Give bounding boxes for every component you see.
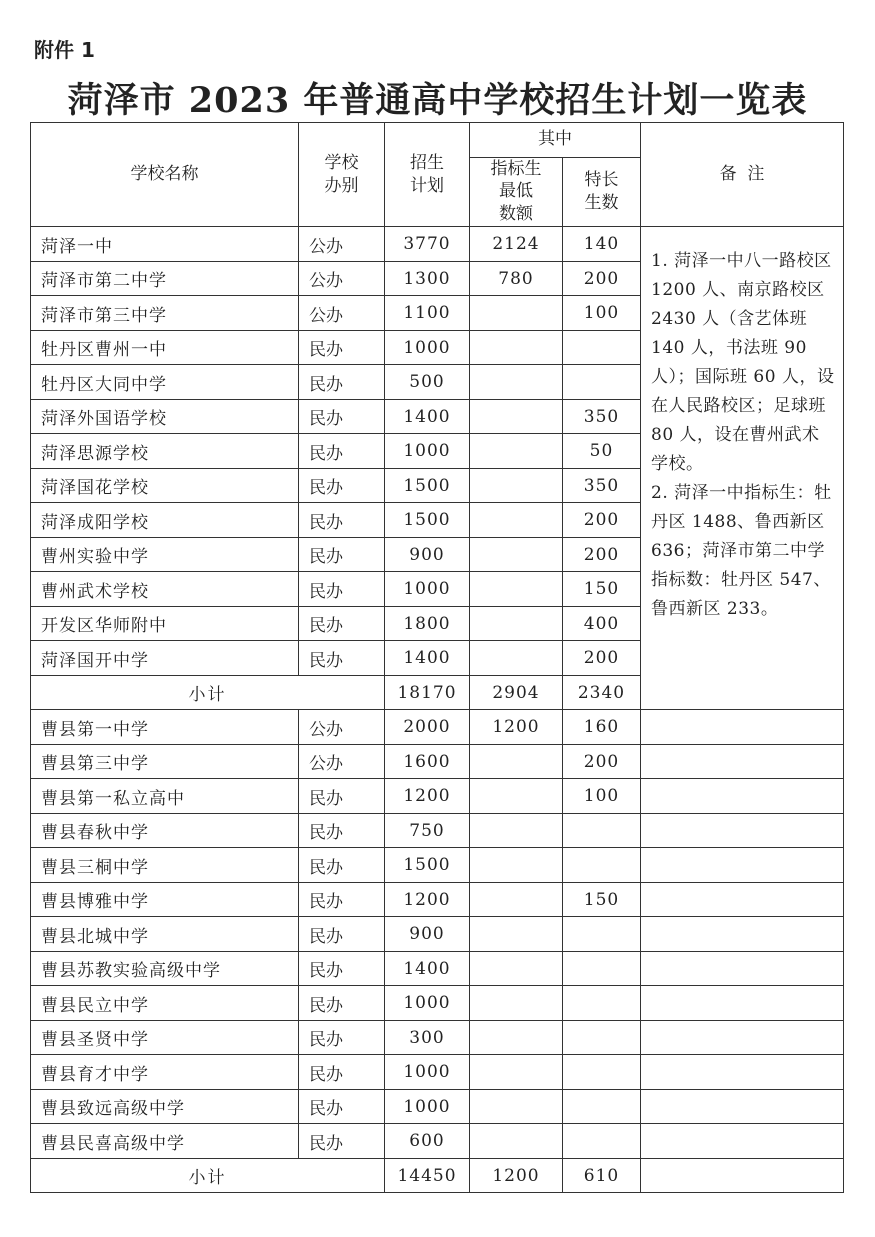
table-row xyxy=(31,813,844,848)
plan-cell: 750 xyxy=(385,813,470,848)
remarks-empty-cell xyxy=(641,917,844,952)
specialty-cell xyxy=(563,848,641,883)
plan-cell: 1100 xyxy=(385,296,470,331)
plan-cell: 300 xyxy=(385,1020,470,1055)
table-row xyxy=(31,1124,844,1159)
table-row xyxy=(31,710,844,745)
school-type-cell: 民办 xyxy=(299,1089,385,1124)
remarks-empty-cell xyxy=(641,882,844,917)
specialty-cell xyxy=(563,330,641,365)
school-type-cell: 民办 xyxy=(299,468,385,503)
remarks-empty-cell xyxy=(641,951,844,986)
quota-cell xyxy=(470,330,563,365)
enrollment-table xyxy=(30,122,844,1193)
quota-cell: 1200 xyxy=(470,710,563,745)
quota-cell xyxy=(470,641,563,676)
specialty-cell: 350 xyxy=(563,399,641,434)
plan-cell: 1400 xyxy=(385,399,470,434)
school-type-cell: 民办 xyxy=(299,1020,385,1055)
quota-cell xyxy=(470,537,563,572)
remarks-empty-cell xyxy=(641,813,844,848)
plan-cell: 1000 xyxy=(385,434,470,469)
school-name-cell: 曹州实验中学 xyxy=(31,537,299,572)
school-type-cell: 民办 xyxy=(299,917,385,952)
school-type-cell: 民办 xyxy=(299,537,385,572)
specialty-cell xyxy=(563,917,641,952)
subtotal-plan: 18170 xyxy=(385,675,470,710)
school-name-cell: 曹县第一中学 xyxy=(31,710,299,745)
school-type-cell: 民办 xyxy=(299,951,385,986)
remarks-empty-cell xyxy=(641,1158,844,1193)
school-type-cell: 民办 xyxy=(299,606,385,641)
specialty-cell: 200 xyxy=(563,641,641,676)
specialty-cell: 200 xyxy=(563,537,641,572)
school-name-cell: 曹县致远高级中学 xyxy=(31,1089,299,1124)
table-body xyxy=(31,227,844,1193)
specialty-cell: 150 xyxy=(563,882,641,917)
plan-cell: 2000 xyxy=(385,710,470,745)
plan-cell: 1200 xyxy=(385,779,470,814)
specialty-cell: 200 xyxy=(563,744,641,779)
specialty-cell: 150 xyxy=(563,572,641,607)
quota-cell xyxy=(470,744,563,779)
specialty-cell: 350 xyxy=(563,468,641,503)
plan-cell: 1000 xyxy=(385,1055,470,1090)
remarks-text: 1. 菏泽一中八一路校区 1200 人、南京路校区 2430 人（含艺体班 140 人，书法班 90 人）；国际班 60 人，设在人民路校区；足球班 80 人，设在曹州武术学校。 2. 菏泽一中指标生：牡丹区 1488、鲁西新区 636；菏泽市第二中学指标数：牡丹区 547、鲁西新区 233。 xyxy=(651,251,835,620)
table-row xyxy=(31,1089,844,1124)
school-name-cell: 菏泽成阳学校 xyxy=(31,503,299,538)
quota-cell xyxy=(470,848,563,883)
header-remarks: 备 注 xyxy=(641,123,844,227)
school-name-cell: 曹州武术学校 xyxy=(31,572,299,607)
table-row xyxy=(31,986,844,1021)
remarks-empty-cell xyxy=(641,710,844,745)
quota-cell xyxy=(470,572,563,607)
quota-cell xyxy=(470,882,563,917)
school-name-cell: 菏泽外国语学校 xyxy=(31,399,299,434)
school-name-cell: 菏泽思源学校 xyxy=(31,434,299,469)
table-row xyxy=(31,227,844,262)
specialty-cell xyxy=(563,951,641,986)
school-type-cell: 民办 xyxy=(299,434,385,469)
quota-cell xyxy=(470,606,563,641)
school-type-cell: 民办 xyxy=(299,330,385,365)
school-type-cell: 民办 xyxy=(299,1055,385,1090)
quota-cell xyxy=(470,951,563,986)
remarks-empty-cell xyxy=(641,848,844,883)
quota-cell xyxy=(470,986,563,1021)
quota-cell xyxy=(470,296,563,331)
header-school-type: 学校 办别 xyxy=(299,123,385,227)
specialty-cell xyxy=(563,1124,641,1159)
specialty-cell xyxy=(563,1020,641,1055)
header-quota-min: 指标生 最低 数额 xyxy=(470,157,563,227)
subtotal-label: 小计 xyxy=(31,1158,385,1193)
specialty-cell: 160 xyxy=(563,710,641,745)
quota-cell xyxy=(470,1020,563,1055)
quota-cell xyxy=(470,434,563,469)
school-name-cell: 曹县春秋中学 xyxy=(31,813,299,848)
school-name-cell: 曹县民喜高级中学 xyxy=(31,1124,299,1159)
quota-cell xyxy=(470,1055,563,1090)
school-name-cell: 菏泽国开中学 xyxy=(31,641,299,676)
specialty-cell: 100 xyxy=(563,296,641,331)
school-type-cell: 民办 xyxy=(299,365,385,400)
plan-cell: 3770 xyxy=(385,227,470,262)
specialty-cell xyxy=(563,986,641,1021)
school-name-cell: 曹县民立中学 xyxy=(31,986,299,1021)
plan-cell: 1500 xyxy=(385,468,470,503)
plan-cell: 500 xyxy=(385,365,470,400)
school-type-cell: 民办 xyxy=(299,1124,385,1159)
quota-cell xyxy=(470,1124,563,1159)
header-plan: 招生 计划 xyxy=(385,123,470,227)
school-name-cell: 牡丹区曹州一中 xyxy=(31,330,299,365)
plan-cell: 1400 xyxy=(385,951,470,986)
quota-cell xyxy=(470,365,563,400)
header-specialty: 特长 生数 xyxy=(563,157,641,227)
school-name-cell: 菏泽市第三中学 xyxy=(31,296,299,331)
school-type-cell: 公办 xyxy=(299,744,385,779)
remarks-empty-cell xyxy=(641,744,844,779)
school-type-cell: 民办 xyxy=(299,848,385,883)
remarks-empty-cell xyxy=(641,1055,844,1090)
header-school-name: 学校名称 xyxy=(31,123,299,227)
school-type-cell: 民办 xyxy=(299,503,385,538)
table-row xyxy=(31,779,844,814)
specialty-cell: 400 xyxy=(563,606,641,641)
specialty-cell: 100 xyxy=(563,779,641,814)
plan-cell: 1000 xyxy=(385,986,470,1021)
school-type-cell: 民办 xyxy=(299,986,385,1021)
specialty-cell: 200 xyxy=(563,261,641,296)
remarks-empty-cell xyxy=(641,1089,844,1124)
school-name-cell: 曹县苏教实验高级中学 xyxy=(31,951,299,986)
subtotal-quota: 1200 xyxy=(470,1158,563,1193)
subtotal-plan: 14450 xyxy=(385,1158,470,1193)
remarks-empty-cell xyxy=(641,1124,844,1159)
specialty-cell: 200 xyxy=(563,503,641,538)
school-type-cell: 民办 xyxy=(299,572,385,607)
specialty-cell: 140 xyxy=(563,227,641,262)
school-name-cell: 曹县圣贤中学 xyxy=(31,1020,299,1055)
remarks-cell xyxy=(641,227,844,710)
quota-cell xyxy=(470,468,563,503)
plan-cell: 1200 xyxy=(385,882,470,917)
table-header xyxy=(31,123,844,227)
specialty-cell xyxy=(563,813,641,848)
school-type-cell: 公办 xyxy=(299,296,385,331)
plan-cell: 1500 xyxy=(385,848,470,883)
header-group: 其中 xyxy=(470,123,641,158)
specialty-cell: 50 xyxy=(563,434,641,469)
school-type-cell: 公办 xyxy=(299,261,385,296)
quota-cell xyxy=(470,779,563,814)
school-name-cell: 曹县北城中学 xyxy=(31,917,299,952)
subtotal-label: 小计 xyxy=(31,675,385,710)
plan-cell: 900 xyxy=(385,537,470,572)
table-row xyxy=(31,1055,844,1090)
specialty-cell xyxy=(563,1089,641,1124)
school-name-cell: 曹县博雅中学 xyxy=(31,882,299,917)
school-name-cell: 曹县三桐中学 xyxy=(31,848,299,883)
plan-cell: 1300 xyxy=(385,261,470,296)
plan-cell: 900 xyxy=(385,917,470,952)
specialty-cell xyxy=(563,1055,641,1090)
school-type-cell: 民办 xyxy=(299,813,385,848)
plan-cell: 1000 xyxy=(385,330,470,365)
school-type-cell: 民办 xyxy=(299,882,385,917)
table-row xyxy=(31,882,844,917)
school-name-cell: 牡丹区大同中学 xyxy=(31,365,299,400)
quota-cell: 2124 xyxy=(470,227,563,262)
school-name-cell: 曹县第三中学 xyxy=(31,744,299,779)
school-type-cell: 民办 xyxy=(299,779,385,814)
school-type-cell: 民办 xyxy=(299,399,385,434)
school-name-cell: 菏泽一中 xyxy=(31,227,299,262)
plan-cell: 1600 xyxy=(385,744,470,779)
plan-cell: 600 xyxy=(385,1124,470,1159)
plan-cell: 1000 xyxy=(385,1089,470,1124)
remarks-empty-cell xyxy=(641,986,844,1021)
quota-cell xyxy=(470,399,563,434)
subtotal-specialty: 2340 xyxy=(563,675,641,710)
table-row xyxy=(31,951,844,986)
plan-cell: 1400 xyxy=(385,641,470,676)
table-row xyxy=(31,917,844,952)
school-name-cell: 曹县第一私立高中 xyxy=(31,779,299,814)
subtotal-specialty: 610 xyxy=(563,1158,641,1193)
remarks-empty-cell xyxy=(641,1020,844,1055)
attachment-label: 附件 1 xyxy=(34,38,95,62)
quota-cell xyxy=(470,1089,563,1124)
subtotal-row xyxy=(31,1158,844,1193)
table-row xyxy=(31,1020,844,1055)
table-row xyxy=(31,744,844,779)
quota-cell: 780 xyxy=(470,261,563,296)
plan-cell: 1000 xyxy=(385,572,470,607)
school-name-cell: 菏泽市第二中学 xyxy=(31,261,299,296)
school-name-cell: 开发区华师附中 xyxy=(31,606,299,641)
quota-cell xyxy=(470,503,563,538)
plan-cell: 1500 xyxy=(385,503,470,538)
school-type-cell: 公办 xyxy=(299,710,385,745)
page-title: 菏泽市 2023 年普通高中学校招生计划一览表 xyxy=(67,80,808,121)
quota-cell xyxy=(470,917,563,952)
school-name-cell: 曹县育才中学 xyxy=(31,1055,299,1090)
subtotal-quota: 2904 xyxy=(470,675,563,710)
school-type-cell: 民办 xyxy=(299,641,385,676)
quota-cell xyxy=(470,813,563,848)
plan-cell: 1800 xyxy=(385,606,470,641)
school-name-cell: 菏泽国花学校 xyxy=(31,468,299,503)
specialty-cell xyxy=(563,365,641,400)
table-row xyxy=(31,848,844,883)
school-type-cell: 公办 xyxy=(299,227,385,262)
remarks-empty-cell xyxy=(641,779,844,814)
